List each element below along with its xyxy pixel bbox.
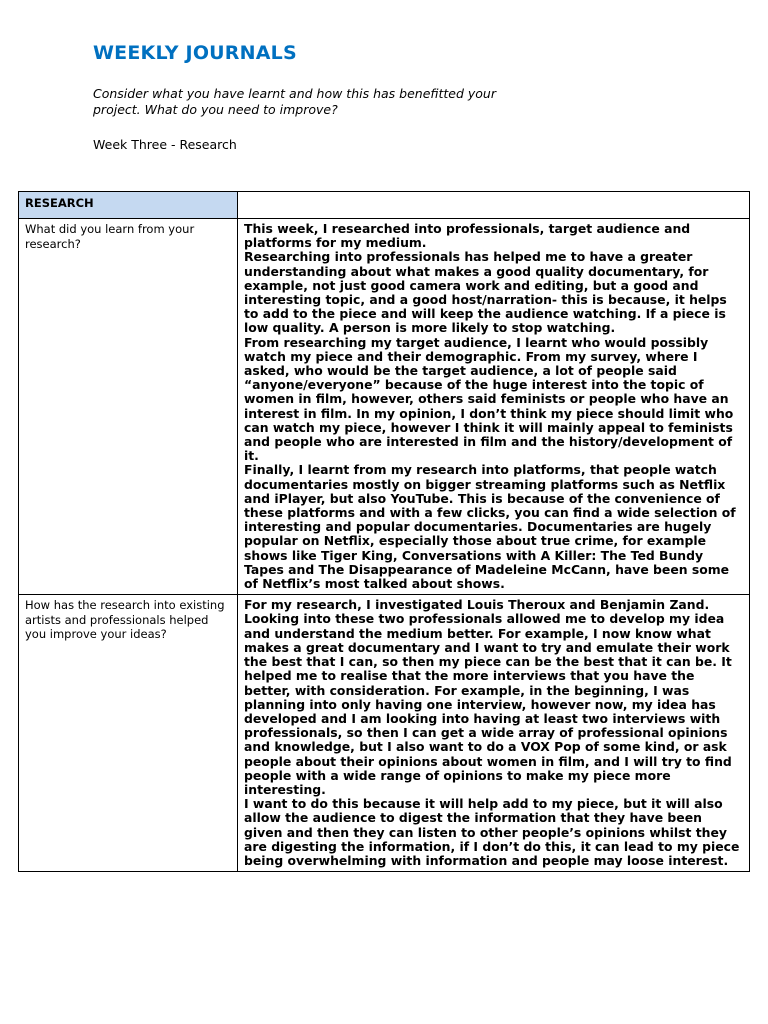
question-cell: What did you learn from your research? xyxy=(19,219,238,595)
answer-paragraph: From researching my target audience, I learnt who would possibly watch my piece and their demographic. From my survey, where I asked, who would be the target audience, a lot of people said “anyone/everyone” because of the huge interest into the topic of women in film, however, others said feminists or people who have an interest in film. In my opinion, I don’t think my piece should limit who can watch my piece, however I think it will mainly appeal to feminists and people who are interested in film and the history/development of it. xyxy=(244,334,734,464)
table-row xyxy=(19,595,750,872)
header-empty-cell xyxy=(238,192,750,219)
table-header-row xyxy=(19,192,750,219)
journal-table xyxy=(18,191,750,872)
answer-paragraph: For my research, I investigated Louis Theroux and Benjamin Zand. Looking into these two professionals allowed me to develop my idea and understand the medium better. For example, I now know what makes a great documentary and I want to try and emulate their work the best that I can, so then my piece can be the best that it can be. It helped me to realise that the more interviews that you have the better, with consideration. For example, in the beginning, I was planning into only having one interview, however now, my idea has developed and I am looking into having at least two interviews with professionals, so then I can get a wide array of professional opinions and knowledge, but I also want to do a VOX Pop of some kind, or ask people about their opinions about women in film, and I will try to find people with a wide range of opinions to make my piece more interesting. xyxy=(244,597,732,797)
answer-cell xyxy=(238,219,750,595)
table-row xyxy=(19,219,750,595)
answer-paragraph: This week, I researched into professionals, target audience and platforms for my medium. xyxy=(244,221,691,251)
answer-cell xyxy=(238,595,750,872)
intro-instructions: Consider what you have learnt and how this has benefitted your project. What do you need to improve? xyxy=(93,86,496,117)
question-cell: How has the research into existing artists and professionals helped you improve your ideas? xyxy=(19,595,238,872)
page-title: WEEKLY JOURNALS xyxy=(93,42,297,64)
answer-paragraph: Researching into professionals has helped me to have a greater understanding about what makes a good quality documentary, for example, not just good camera work and editing, but a good and interesting topic, and a good host/narration- this is because, it helps to add to the piece and will keep the audience watching. If a piece is low quality. A person is more likely to stop watching. xyxy=(244,249,727,336)
week-subtitle: Week Three - Research xyxy=(93,137,237,152)
answer-paragraph: Finally, I learnt from my research into platforms, that people watch documentaries mostly on bigger streaming platforms such as Netflix and iPlayer, but also YouTube. This is because of the convenience of these platforms and with a few clicks, you can find a wide selection of interesting and popular documentaries. Documentaries are hugely popular on Netflix, especially those about true crime, for example shows like Tiger King, Conversations with A Killer: The Ted Bundy Tapes and The Disappearance of Madeleine McCann, have been some of Netflix’s most talked about shows. xyxy=(244,462,736,592)
section-label-cell: RESEARCH xyxy=(19,192,238,219)
answer-paragraph: I want to do this because it will help add to my piece, but it will also allow the audience to digest the information that they have been given and then they can listen to other people’s opinions whilst they are digesting the information, if I don’t do this, it can lead to my piece being overwhelming with information and people may loose interest. xyxy=(244,796,740,868)
